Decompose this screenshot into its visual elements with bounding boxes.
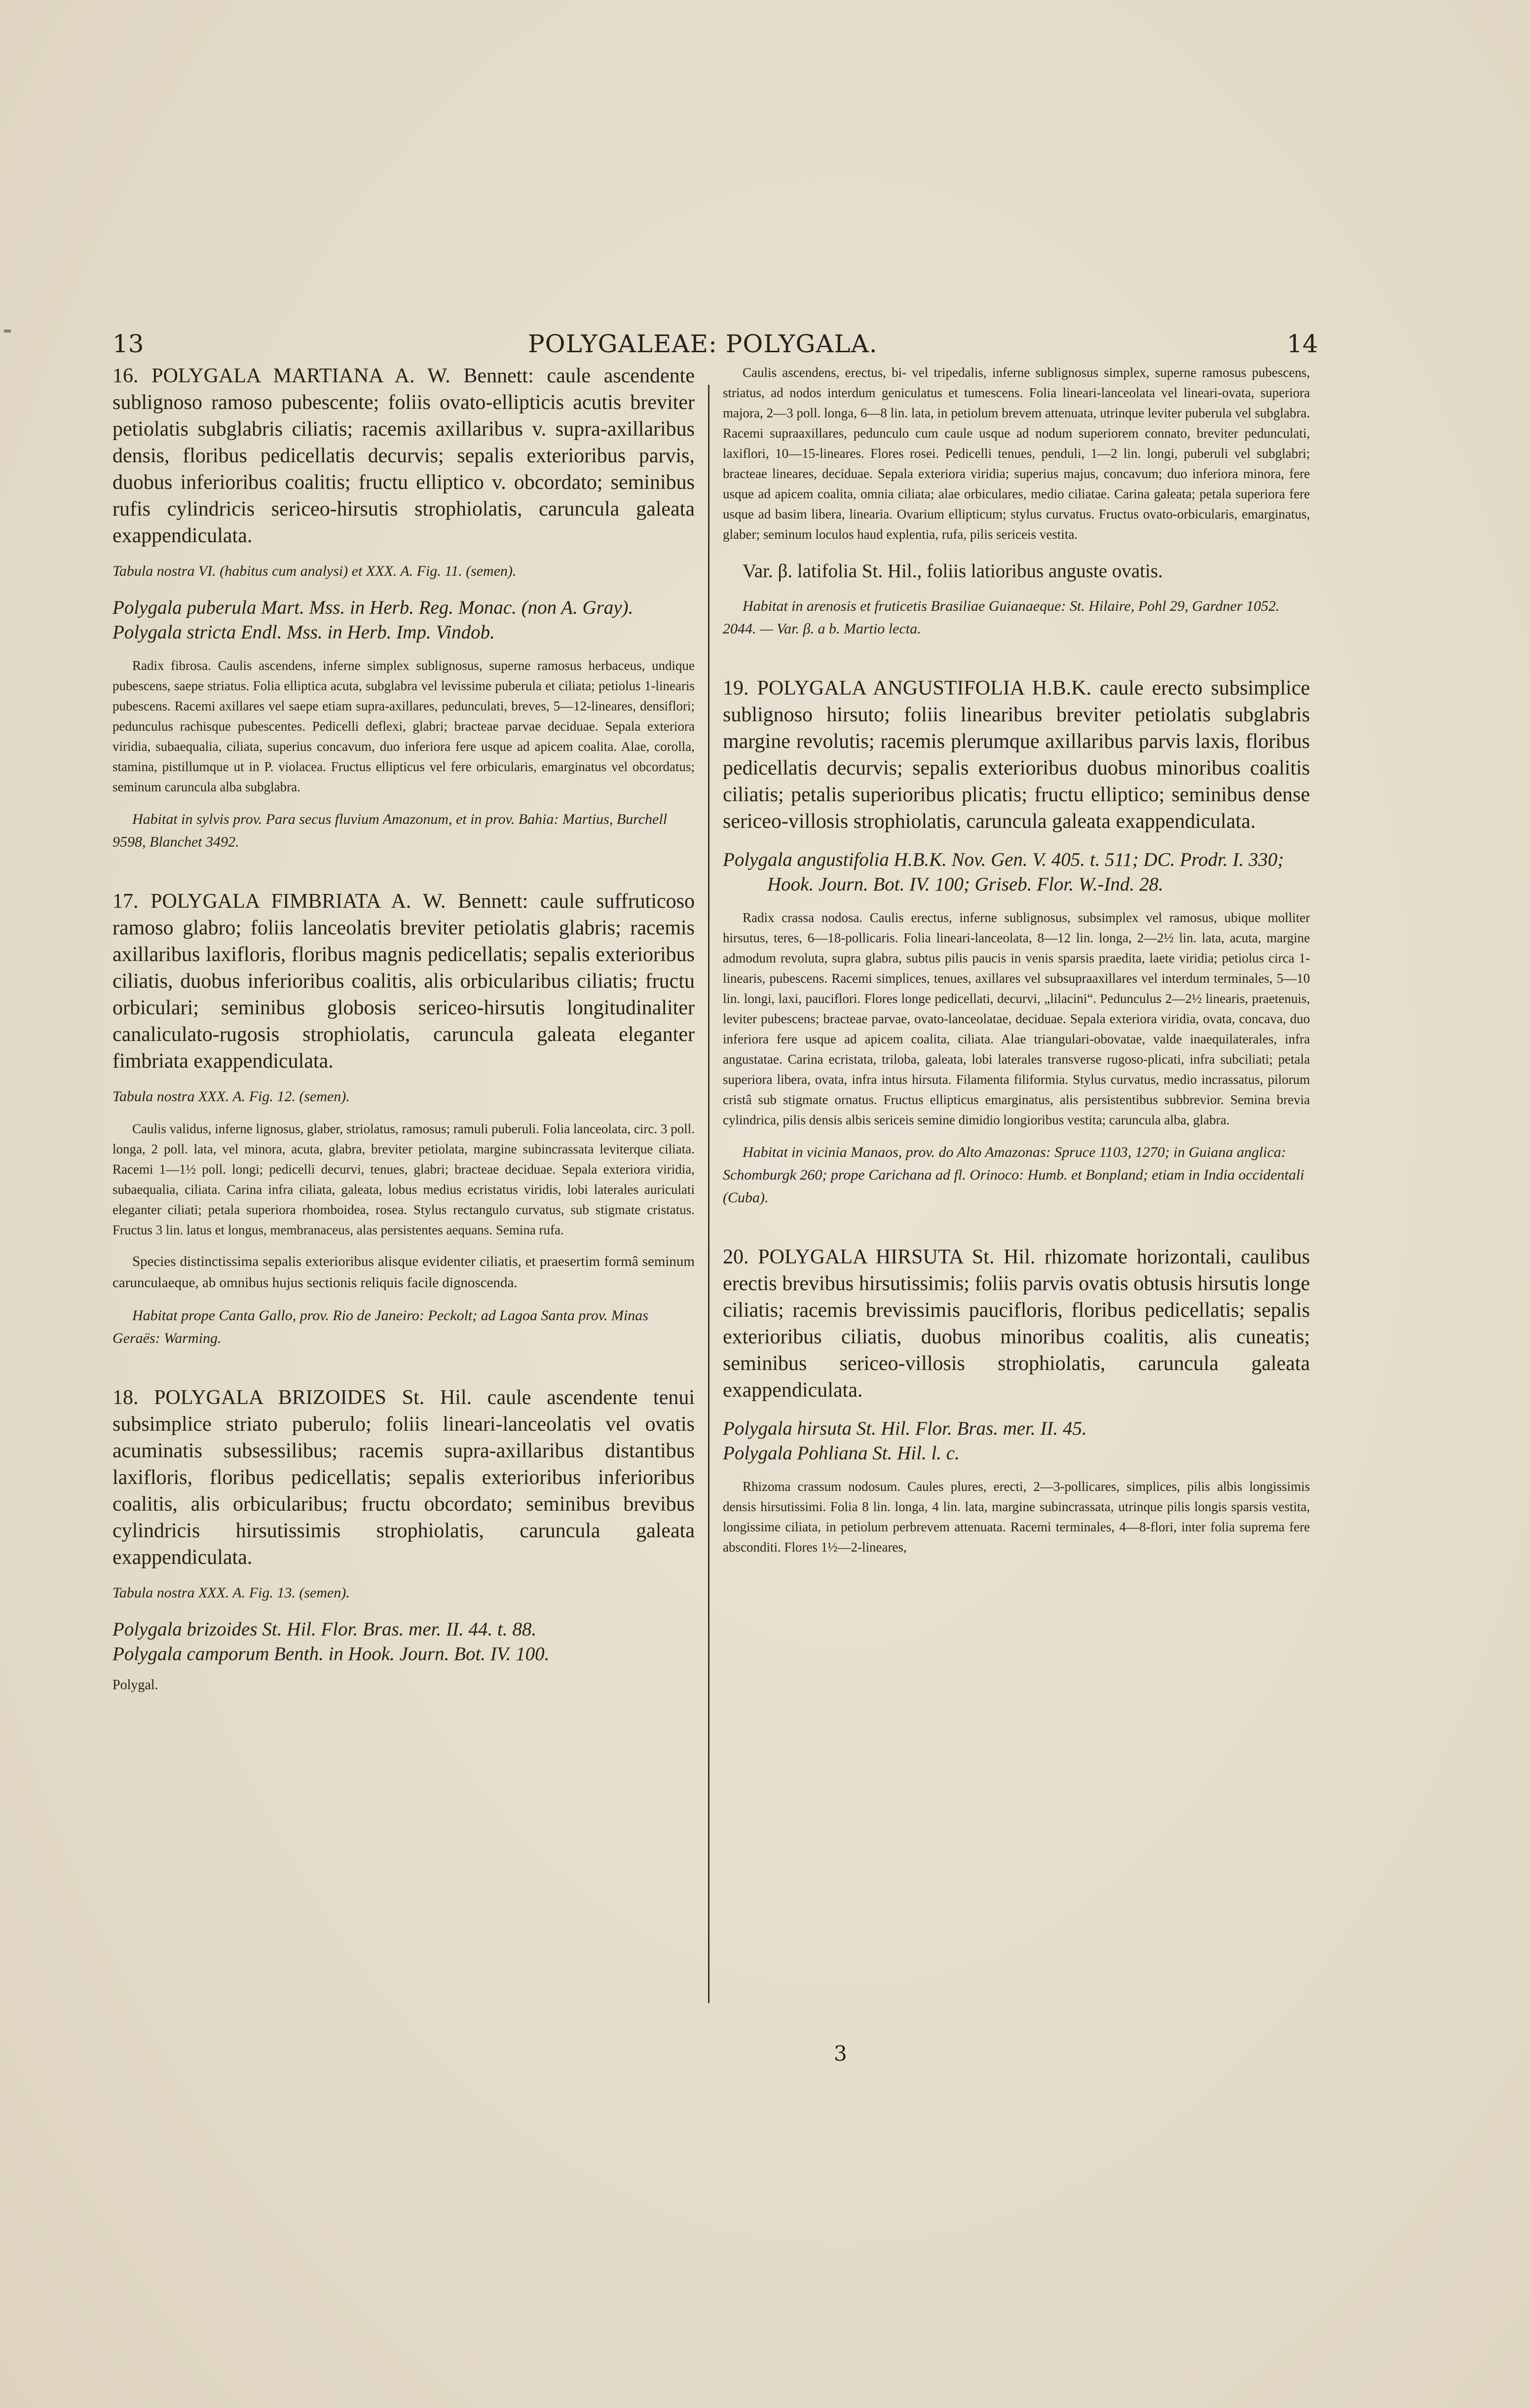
species-17-note: Species distinctissima sepalis exterioribus alisque evidenter ciliatis, et praesertim formâ seminum carunculaeque, ab omnibus hujus sectionis reliquis facile dignoscenda. [112, 1254, 695, 1291]
species-16-habitat: Habitat in sylvis prov. Para secus fluvium Amazonum, et in prov. Bahia: Martius, Burchell 9598, Blanchet 3492. [112, 811, 668, 850]
catchword: Polygal. [112, 1677, 158, 1693]
species-18-variety: Var. β. latifolia St. Hil., foliis latioribus anguste ovatis. [743, 560, 1163, 582]
synonym: Polygala brizoides St. Hil. Flor. Bras. mer. II. 44. t. 88. [112, 1619, 537, 1640]
species-17-table-ref: Tabula nostra XXX. A. Fig. 12. (semen). [112, 1088, 350, 1105]
species-18-heading: 18. POLYGALA BRIZOIDES St. Hil. caule ascendente tenui subsimplice striato puberulo; foliis lineari-lanceolatis vel ovatis acuminatis subsessilibus; racemis supra-axillaribus distantibus laxifloris, floribus pedicellatis; sepalis exterioribus inferioribus coalitis, alis orbicularibus; fructu obcordato; seminibus brevibus cylindricis hirsutissimis strophiolatis, caruncula galeata exappendiculata. [112, 1386, 695, 1569]
right-page-number: 14 [1287, 330, 1318, 358]
edge-mark [4, 330, 11, 333]
species-19-habitat: Habitat in vicinia Manaos, prov. do Alto Amazonas: Spruce 1103, 1270; in Guiana anglica: Schomburgk 260; prope Carichana ad fl. Orinoco: Humb. et Bonpland; etiam in India occidentali (Cuba). [723, 1144, 1305, 1206]
synonym: Polygala hirsuta St. Hil. Flor. Bras. mer. II. 45. [723, 1418, 1087, 1439]
species-19-heading: 19. POLYGALA ANGUSTIFOLIA H.B.K. caule erecto subsimplice sublignoso hirsuto; foliis linearibus breviter petiolatis subglabris margine revolutis; racemis plerumque axillaribus parvis laxis, floribus pedicellatis decurvis; sepalis exterioribus duobus minoribus coalitis ciliatis; petalis superioribus plicatis; fructu elliptico; seminibus dense sericeo-villosis strophiolatis, caruncula galeata exappendiculata. [723, 677, 1310, 833]
species-16-description: Radix fibrosa. Caulis ascendens, inferne simplex sublignosus, superne ramosus herbaceus, undique pubescens, saepe striatus. Folia elliptica acuta, subglabra vel levissime puberula et ciliata; petiolus 1-linearis pubescens. Racemi axillares vel saepe etiam supra-axillares, pedunculati, breves, 5—12-lineares, densiflori; pedunculus rachisque pubescentes. Pedicelli deflexi, glabri; bracteae parvae deciduae. Sepala exteriora viridia, subaequalia, ciliata, superius concavum, duo inferiora fere usque ad apicem coalita. Alae, corolla, stamina, pistillumque ut in P. violacea. Fructus ellipticus vel fere orbicularis, emarginatus vel obcordatus; seminum caruncula alba subglabra. [112, 658, 695, 794]
species-16-heading: 16. POLYGALA MARTIANA A. W. Bennett: caule ascendente sublignoso ramoso pubescente; foliis ovato-ellipticis acutis breviter petiolatis subglabris ciliatis; racemis axillaribus v. supra-axillaribus densis, floribus pedicellatis decurvis; sepalis exterioribus parvis, duobus inferioribus coalitis; fructu elliptico v. obcordato; seminibus rufis cylindricis sericeo-hirsutis strophiolatis, caruncula galeata exappendiculata. [112, 365, 695, 547]
species-17-heading: 17. POLYGALA FIMBRIATA A. W. Bennett: caule suffruticoso ramoso glabro; foliis lanceolatis breviter petiolatis glabris; racemis axillaribus laxifloris, floribus magnis pedicellatis; sepalis exterioribus ciliatis, duobus inferioribus coalitis, alis orbicularibus ciliatis; fructu orbiculari; seminibus globosis sericeo-hirsutis longitudinaliter canaliculato-rugosis strophiolatis, caruncula galeata eleganter fimbriata exappendiculata. [112, 890, 695, 1073]
left-column [112, 363, 695, 1693]
synonym: Polygala angustifolia H.B.K. Nov. Gen. V. 405. t. 511; DC. Prodr. I. 330; Hook. Journ. Bot. IV. 100; Griseb. Flor. W.-Ind. 28. [723, 849, 1284, 895]
species-18-habitat: Habitat in arenosis et fruticetis Brasiliae Guianaeque: St. Hilaire, Pohl 29, Gardner 1052. 2044. — Var. β. a b. Martio lecta. [723, 598, 1280, 637]
column-divider [708, 385, 709, 2003]
left-page-number: 13 [112, 330, 144, 358]
synonym: Polygala Pohliana St. Hil. l. c. [723, 1443, 960, 1464]
species-20-heading: 20. POLYGALA HIRSUTA St. Hil. rhizomate horizontali, caulibus erectis brevibus hirsutissimis; foliis parvis ovatis obtusis hirsutis longe ciliatis; racemis brevissimis paucifloris, floribus pedicellatis; sepalis exterioribus ciliatis, duobus minoribus coalitis, alis cuneatis; seminibus sericeo-villosis strophiolatis, caruncula galeata exappendiculata. [723, 1246, 1310, 1402]
species-17-habitat: Habitat prope Canta Gallo, prov. Rio de Janeiro: Peckolt; ad Lagoa Santa prov. Minas Geraës: Warming. [112, 1307, 648, 1346]
synonym: Polygala camporum Benth. in Hook. Journ. Bot. IV. 100. [112, 1643, 550, 1665]
species-20-description: Rhizoma crassum nodosum. Caules plures, erecti, 2—3-pollicares, simplices, pilis albis longissimis densis hirsutissimi. Folia 8 lin. longa, 4 lin. lata, margine subincrassata, utrinque pilis longis sparsis vestita, longissime ciliata, in petiolum perbrevem attenuata. Racemi terminales, 4—8-flori, inter folia suprema fere absconditi. Flores 1½—2-lineares, [723, 1479, 1310, 1555]
species-20-synonyms [723, 1416, 1310, 1466]
species-18-table-ref: Tabula nostra XXX. A. Fig. 13. (semen). [112, 1585, 350, 1601]
species-16-synonyms [112, 595, 695, 645]
running-title: POLYGALEAE: POLYGALA. [528, 330, 878, 358]
synonym: Polygala puberula Mart. Mss. in Herb. Reg. Monac. (non A. Gray). [112, 597, 634, 618]
species-18-synonyms [112, 1617, 695, 1667]
species-16-table-ref: Tabula nostra VI. (habitus cum analysi) et XXX. A. Fig. 11. (semen). [112, 563, 517, 579]
signature-mark: 3 [834, 2041, 847, 2066]
species-19-description: Radix crassa nodosa. Caulis erectus, inferne sublignosus, subsimplex vel ramosus, ubique molliter hirsutus, teres, 6—18-pollicaris. Folia lineari-lanceolata, 8—12 lin. longa, 2—2½ lin. lata, acuta, margine admodum revoluta, supra glabra, subtus pilis paucis in venis sparsis praedita, laete viridia; petiolus circa 1-linearis, pubescens. Racemi simplices, tenues, axillares vel subsupraaxillares vel interdum terminales, 5—10 lin. longi, laxi, pauciflori. Flores longe pedicellati, decurvi, „lilacini“. Pedunculus 2—2½ linearis, praetenuis, leviter pubescens; bracteae parvae, ovato-lanceolatae, deciduae. Sepala exteriora viridia, ovata, concava, duo inferiora fere usque ad apicem coalita, ciliata. Alae triangulari-obovatae, valde inaequilaterales, infra angustatae. Carina ecristata, triloba, galeata, lobi laterales transverse rugoso-plicati, infra subciliati; petala superiora libera, ovata, infra intus hirsuta. Filamenta filiformia. Stylus curvatus, medio incrassatus, pilorum cristâ sub stigmate ornatus. Fructus ellipticus emarginatus, alis persistentibus subbrevior. Semina brevia cylindrica, pilis densis albis sericeis semine dimidio longioribus vestita; caruncula alba, glabra. [723, 910, 1310, 1127]
species-19-synonyms [723, 848, 1310, 897]
synonym: Polygala stricta Endl. Mss. in Herb. Imp. Vindob. [112, 622, 495, 643]
species-18-description: Caulis ascendens, erectus, bi- vel tripedalis, inferne sublignosus simplex, superne ramosus pubescens, striatus, ad nodos interdum geniculatus et tumescens. Folia lineari-lanceolata vel lineari-ovata, superiora majora, 2—3 poll. longa, 6—8 lin. lata, in petiolum brevem attenuata, utrinque leviter puberula vel subglabra. Racemi supraaxillares, pedunculo cum caule usque ad nodum superiorem connato, breviter pedunculati, laxiflori, 10—15-lineares. Flores rosei. Pedicelli tenues, penduli, 1—2 lin. longi, puberuli vel subglabri; bracteae lineares, deciduae. Sepala exteriora viridia; superius majus, concavum; duo inferiora minora, fere usque ad apicem coalita, omnia ciliata; alae orbiculares, medio ciliatae. Carina galeata; petala superiora fere usque ad basim libera, linearia. Ovarium ellipticum; stylus curvatus. Fructus ovato-orbicularis, emarginatus, glaber; seminum loculos haud explentia, rufa, pilis sericeis vestita. [723, 365, 1310, 542]
species-17-description: Caulis validus, inferne lignosus, glaber, striolatus, ramosus; ramuli puberuli. Folia lanceolata, circ. 3 poll. longa, 2 poll. lata, vel minora, acuta, glabra, breviter petiolata, margine subincrassata leviterque ciliata. Racemi 1—1½ poll. longi; pedicelli decurvi, tenues, glabri; bracteae deciduae. Sepala exteriora viridia, subaequalia, ciliata. Carina infra ciliata, galeata, lobus medius ecristatus viridis, lobi laterales auriculati eleganter ciliati; petala superiora rhomboidea, rosea. Stylus rectangulo curvatus, sub stigmate cristatus. Fructus 3 lin. latus et longus, membranaceus, alas persistentes aequans. Semina rufa. [112, 1121, 695, 1237]
right-column [723, 363, 1310, 1557]
